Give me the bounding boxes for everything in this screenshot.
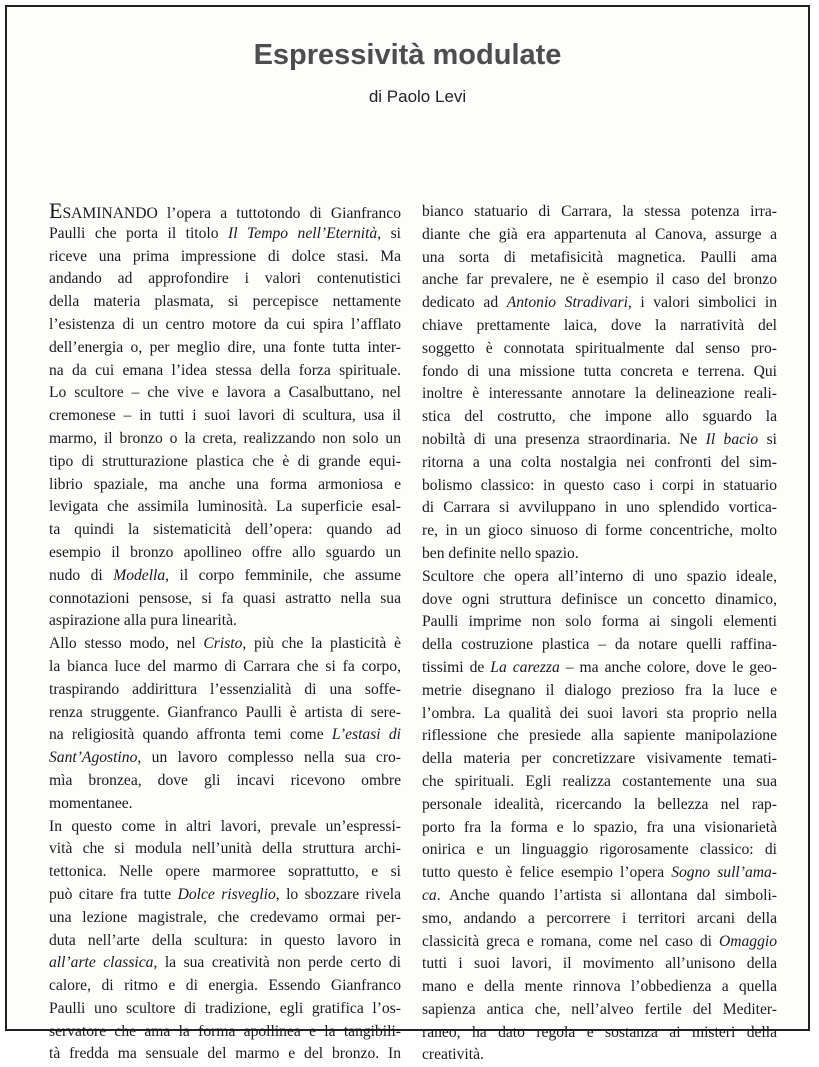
- text-line: [422, 817, 777, 840]
- text-line: [422, 201, 777, 224]
- text-run: che spirituali. Egli realizza costantemente una sua: [422, 772, 777, 790]
- text-line: [49, 770, 401, 793]
- italic-text: Il bacio: [705, 430, 759, 448]
- text-run: , un lavoro complesso nella sua cro-: [137, 749, 401, 767]
- text-line: [422, 771, 777, 794]
- text-run: della materia per concretizzare visivamente temati-: [422, 750, 777, 768]
- text-run: l’opera a tuttotondo di Gianfranco: [157, 205, 401, 222]
- text-line: [49, 268, 401, 291]
- text-line: [422, 748, 777, 771]
- text-run: , più che la plasticità è: [242, 635, 401, 653]
- text-line: [422, 634, 777, 657]
- text-line: [422, 1044, 777, 1067]
- text-line: [422, 520, 777, 543]
- text-line: [49, 1043, 401, 1066]
- text-run: , il corpo femminile, che assume: [165, 566, 401, 584]
- italic-text: Antonio Stradivari: [506, 294, 628, 312]
- text-line: [49, 610, 401, 633]
- text-line: [422, 315, 777, 338]
- text-line: [49, 998, 401, 1021]
- text-line: [422, 269, 777, 292]
- text-line: [49, 496, 401, 519]
- text-run: può citare fra tutte: [49, 885, 178, 903]
- text-run: l’ombra. La qualità dei suoi lavori sta proprio nella: [422, 704, 777, 722]
- text-run: – ma anche colore, dove le geo-: [559, 658, 777, 676]
- italic-text: Modella: [113, 566, 166, 584]
- text-run: connotazioni pensose, si fa quasi astratto nella sua: [49, 589, 401, 607]
- text-run: tà fredda ma sensuale del marmo e del bronzo. In: [49, 1045, 401, 1063]
- text-run: levigata che assimila luminosità. La superficie esal-: [49, 498, 401, 516]
- text-run: ta quindi la sistematicità dell’opera: quando ad: [49, 521, 401, 539]
- text-run: smo, andando a percorrere i territori arcani della: [422, 909, 777, 927]
- text-run: traspirando addirittura l’essenzialità di una soffe-: [49, 680, 401, 698]
- text-line: [49, 542, 401, 565]
- text-run: dedicato ad: [422, 294, 507, 312]
- article-title: Espressività modulate: [253, 39, 562, 71]
- text-line: [422, 976, 777, 999]
- text-line: [49, 337, 401, 360]
- text-run: renza struggente. Gianfranco Paulli è artista di sere-: [49, 703, 401, 721]
- text-line: [49, 246, 401, 269]
- text-line: [422, 452, 777, 475]
- text-run: tutto questo è felice esempio l’opera: [422, 864, 672, 882]
- text-run: Paulli che porta il titolo: [49, 224, 229, 242]
- text-run: dove ogni struttura definisce un concetto dinamico,: [422, 590, 777, 608]
- text-run: metrie disegnano il dialogo prezioso fra la luce e: [422, 681, 777, 699]
- text-line: [422, 908, 777, 931]
- text-run: porto fra la forma e lo spazio, fra una visionarietà: [422, 818, 777, 836]
- text-line: [422, 839, 777, 862]
- text-run: , si: [377, 224, 401, 242]
- italic-text: L’estasi di: [331, 726, 401, 744]
- text-line: [49, 451, 401, 474]
- text-line: [422, 725, 777, 748]
- italic-text: Il Tempo nell’Eternità: [228, 224, 378, 242]
- text-line: [49, 884, 401, 907]
- text-line: [49, 360, 401, 383]
- text-run: , la sua creatività non perde certo di: [153, 954, 401, 972]
- text-run: bolismo classico: in questo caso i corpi in statuario: [422, 476, 777, 494]
- text-line: [49, 656, 401, 679]
- text-line: [49, 633, 401, 656]
- text-line: [422, 657, 777, 680]
- text-line: [422, 703, 777, 726]
- text-line: [422, 429, 777, 452]
- text-run: fondo di una missione tutta concreta e terrena. Qui: [422, 362, 777, 380]
- text-line: [49, 291, 401, 314]
- text-run: In questo come in altri lavori, prevale un’espressi-: [49, 817, 401, 835]
- text-run: servatore che ama la forma apollinea e la tangibili-: [49, 1022, 401, 1040]
- text-line: [49, 861, 401, 884]
- text-run: Scultore che opera all’interno di uno spazio ideale,: [422, 567, 777, 585]
- italic-text: Dolce risveglio: [177, 885, 276, 903]
- text-run: Lo scultore – che vive e lavora a Casalbuttano, nel: [49, 384, 401, 402]
- text-line: [422, 611, 777, 634]
- text-run: sapienza antica che, nell’alveo fertile del Mediter-: [422, 1000, 777, 1018]
- text-line: [49, 816, 401, 839]
- text-line: [422, 224, 777, 247]
- text-line: [422, 475, 777, 498]
- right-text-column: [422, 201, 777, 1067]
- text-line: [422, 1022, 777, 1045]
- text-run: andando ad approfondire i valori contenutistici: [49, 270, 401, 288]
- text-run: della materia plasmata, si percepisce nettamente: [49, 293, 401, 311]
- text-line: [49, 702, 401, 725]
- text-line: [49, 975, 401, 998]
- text-line: [49, 223, 401, 246]
- text-run: onirica e un linguaggio rigorosamente classico: di: [422, 841, 777, 859]
- text-line: [422, 680, 777, 703]
- text-line: [422, 862, 777, 885]
- text-line: [422, 953, 777, 976]
- text-run: una lezione magistrale, che credevamo ormai per-: [49, 908, 401, 926]
- text-run: tissimi de: [422, 658, 491, 676]
- text-run: soggetto è connotata spiritualmente dal senso pro-: [422, 339, 777, 357]
- text-run: librio spaziale, ma anche una forma armoniosa e: [49, 475, 401, 493]
- text-line: [422, 497, 777, 520]
- italic-text: Sant’Agostino: [49, 749, 138, 767]
- text-run: bianco statuario di Carrara, la stessa potenza irra-: [422, 203, 777, 220]
- text-run: Paulli uno scultore di tradizione, egli gratifica l’os-: [49, 999, 401, 1017]
- text-run: na da cui emana l’idea stessa della forza spirituale.: [49, 361, 401, 379]
- article-author: di Paolo Levi: [368, 87, 467, 106]
- text-run: nudo di: [49, 566, 114, 584]
- text-run: mano e della mente rinnova l’obbedienza a quella: [422, 978, 777, 996]
- italic-text: La carezza: [490, 658, 560, 676]
- text-line: [49, 679, 401, 702]
- text-run: tipo di strutturazione plastica che è di grande equi-: [49, 452, 401, 470]
- italic-text: ca: [422, 886, 437, 904]
- text-line: [422, 247, 777, 270]
- text-run: . Anche quando l’artista si allontana dal simboli-: [436, 886, 777, 904]
- drop-cap: E: [49, 198, 63, 223]
- text-run: vità che si modula nell’unità della struttura archi-: [49, 840, 401, 858]
- text-line: [49, 747, 401, 770]
- text-run: l’esistenza di un centro motore da cui spira l’afflato: [49, 315, 401, 333]
- article-page: [5, 5, 810, 1064]
- text-line: [422, 589, 777, 612]
- text-line: [422, 292, 777, 315]
- text-line: [422, 931, 777, 954]
- text-run: riflessione che presiede alla sapiente manipolazione: [422, 727, 777, 745]
- text-run: diante che già era appartenuta al Canova, assurge a: [422, 225, 777, 243]
- text-run: di Carrara si avviluppano in uno splendido vortica-: [422, 499, 777, 517]
- italic-text: Cristo: [203, 635, 243, 653]
- text-line: [422, 885, 777, 908]
- text-run: aspirazione alla pura linearità.: [49, 612, 237, 630]
- text-run: esempio il bronzo apollineo offre allo sguardo un: [49, 543, 401, 561]
- text-line: [422, 338, 777, 361]
- text-run: la bianca luce del marmo di Carrara che si fa corpo,: [49, 657, 401, 675]
- text-run: personale idealità, ricercando la bellezza nel rap-: [422, 795, 777, 813]
- text-run: classicità greca e romana, come nel caso di: [422, 932, 719, 950]
- text-line: [49, 793, 401, 816]
- text-line: [422, 543, 777, 566]
- text-line: [49, 474, 401, 497]
- text-run: inoltre è interessante annotare la delineazione reali-: [422, 385, 777, 403]
- text-run: ritorna a una colta nostalgia nei confronti del sim-: [422, 453, 777, 471]
- text-run: ben definite nello spazio.: [422, 544, 579, 562]
- text-line: [49, 314, 401, 337]
- text-run: re, in un gioco sinuoso di forme concentriche, molto: [422, 522, 777, 540]
- text-line: [49, 724, 401, 747]
- italic-text: Omaggio: [718, 932, 777, 950]
- text-run: dell’energia o, per meglio dire, una fonte tutta inter-: [49, 338, 401, 356]
- text-line: [422, 406, 777, 429]
- text-run: si: [758, 430, 777, 448]
- italic-text: all’arte classica: [49, 954, 154, 972]
- text-run: cremonese – in tutti i suoi lavori di scultura, usa il: [49, 407, 401, 425]
- text-run: Allo stesso modo, nel: [49, 635, 204, 653]
- text-line: [49, 907, 401, 930]
- text-line: [422, 383, 777, 406]
- text-run: stica del costrutto, che impone allo sguardo la: [422, 408, 777, 426]
- text-line: [49, 1021, 401, 1044]
- left-text-column: [49, 200, 401, 1066]
- text-run: tutti i suoi lavori, il movimento all’unisono della: [422, 955, 777, 973]
- text-run: calore, di ritmo e di energia. Essendo Gianfranco: [49, 977, 401, 995]
- text-line: [49, 952, 401, 975]
- text-line: [49, 930, 401, 953]
- text-run: marmo, il bronzo o la creta, realizzando non solo un: [49, 429, 401, 447]
- text-run: mìa bronzea, dove gli incavi ricevono ombre: [49, 771, 401, 789]
- text-line: [49, 405, 401, 428]
- text-run: na religiosità quando affronta temi come: [49, 726, 332, 744]
- text-line: [49, 200, 401, 223]
- text-run: chiave prettamente laica, dove la narratività del: [422, 316, 777, 334]
- italic-text: Sogno sull’ama-: [671, 864, 777, 882]
- text-run: raneo, ha dato regola e sostanza ai misteri della: [422, 1023, 777, 1041]
- text-run: Paulli imprime non solo forma ai singoli elementi: [422, 613, 777, 631]
- text-line: [422, 361, 777, 384]
- text-run: momentanee.: [49, 794, 133, 812]
- text-line: [49, 519, 401, 542]
- text-line: [49, 838, 401, 861]
- small-caps-text: SAMINANDO: [62, 205, 158, 222]
- text-run: una sorta di metafisicità magnetica. Paulli ama: [422, 248, 777, 266]
- text-run: riceve una prima impressione di dolce stasi. Ma: [49, 247, 401, 265]
- text-line: [49, 382, 401, 405]
- text-run: anche far prevalere, ne è esempio il caso del bronzo: [422, 271, 777, 289]
- text-line: [422, 566, 777, 589]
- text-line: [49, 428, 401, 451]
- text-run: della costruzione plastica – da notare quelli raffina-: [422, 636, 777, 654]
- text-line: [422, 794, 777, 817]
- text-run: tettonica. Nelle opere marmoree soprattutto, e si: [49, 863, 401, 881]
- text-run: , i valori simbolici in: [627, 294, 777, 312]
- text-run: creatività.: [422, 1046, 484, 1064]
- text-run: duta nell’arte della scultura: in questo lavoro in: [49, 931, 401, 949]
- text-run: nobiltà di una presenza straordinaria. Ne: [422, 430, 706, 448]
- text-line: [422, 999, 777, 1022]
- text-run: , lo sbozzare rivela: [275, 885, 402, 903]
- text-line: [49, 588, 401, 611]
- text-line: [49, 565, 401, 588]
